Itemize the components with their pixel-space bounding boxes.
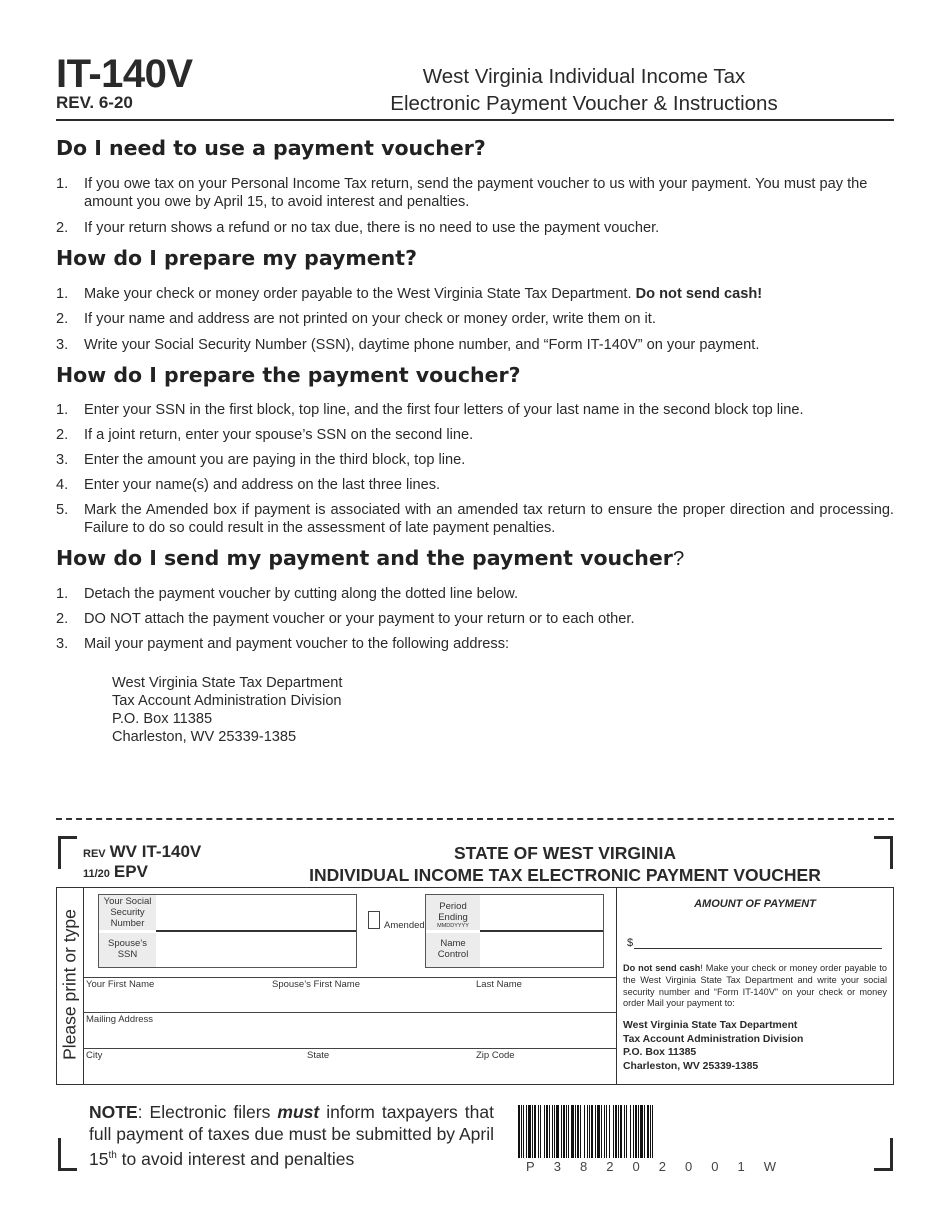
zip-label: Zip Code <box>476 1050 515 1061</box>
voucher-epv <box>83 862 148 882</box>
barcode-digit: 0 <box>711 1159 719 1174</box>
note-text: : Electronic filers <box>137 1102 278 1122</box>
note-sup: th <box>108 1150 117 1161</box>
section-heading: How do I prepare the payment voucher? <box>56 363 521 387</box>
address-line: Tax Account Administration Division <box>112 693 342 709</box>
item-text-plain: Make your check or money order payable to the West Virginia State Tax Department. <box>84 286 636 302</box>
list-item <box>56 175 894 211</box>
rev-label: REV <box>83 848 106 860</box>
barcode-number <box>526 1159 776 1174</box>
item-number: 1. <box>56 286 69 302</box>
voucher-address-line: Charleston, WV 25339-1385 <box>623 1060 759 1072</box>
spouse-ssn-label <box>99 938 156 960</box>
form-revision: REV. 6-20 <box>56 93 133 112</box>
list-item <box>56 451 894 469</box>
item-number: 3. <box>56 452 69 468</box>
list-item <box>56 285 894 303</box>
barcode-digit: 0 <box>684 1159 693 1174</box>
name-control-label <box>426 938 480 960</box>
item-text: If your return shows a refund or no tax due, there is no need to use the payment voucher. <box>84 220 660 236</box>
header-rule <box>56 119 894 121</box>
item-text: Enter your SSN in the first block, top line, and the first four letters of your last name in the second block top line. <box>84 402 804 418</box>
period-label-line: Period <box>439 901 467 912</box>
item-number: 1. <box>56 586 69 602</box>
voucher-form-id <box>83 842 201 862</box>
last-name-label: Last Name <box>476 979 522 990</box>
item-text: Enter the amount you are paying in the third block, top line. <box>84 452 466 468</box>
list-item <box>56 585 894 603</box>
item-text <box>84 285 894 303</box>
corner-mark <box>874 1138 893 1171</box>
item-text: Mail your payment and payment voucher to the following address: <box>84 636 510 652</box>
form-id: IT-140V <box>56 52 193 96</box>
voucher-title-line-1: STATE OF WEST VIRGINIA <box>454 843 676 863</box>
voucher-address-line: P.O. Box 11385 <box>623 1047 697 1058</box>
list-item <box>56 426 894 444</box>
item-text: Write your Social Security Number (SSN), daytime phone number, and “Form IT-140V” on your payment. <box>84 337 760 353</box>
note-text: inform taxpayers that full payment of taxes due must be submitted by April 15 <box>89 1102 494 1169</box>
ssn-label-line: Security <box>110 907 145 918</box>
spouse-ssn-field[interactable] <box>156 933 356 967</box>
barcode-digit: 2 <box>606 1159 614 1174</box>
name-row-rule <box>84 977 616 978</box>
period-ending-field[interactable] <box>480 895 603 930</box>
ssn-label-line: Number <box>110 918 145 929</box>
ssn-line <box>156 930 356 932</box>
cash-bold: Do not send cash <box>623 963 701 973</box>
list-item <box>56 219 894 237</box>
heading-text: How do I send my payment and the payment voucher <box>56 546 673 570</box>
item-number: 1. <box>56 402 69 418</box>
item-number: 4. <box>56 477 69 493</box>
corner-mark <box>874 836 893 869</box>
item-number: 2. <box>56 220 69 236</box>
barcode-digit: P <box>526 1159 535 1174</box>
barcode-digit: 8 <box>579 1159 588 1174</box>
amended-label: Amended <box>384 920 425 931</box>
cash-text: ! Make your check or money order payable to the West Virginia State Tax Department and write your social security number and “Form IT-140V” on your check or money order Mail your payment to: <box>623 963 888 1009</box>
cash-instructions <box>623 963 887 1010</box>
spouse-ssn-label-line: Spouse’s <box>108 938 147 949</box>
address-line: P.O. Box 11385 <box>112 711 213 727</box>
barcode-digit: W <box>763 1159 776 1174</box>
section-heading <box>56 546 684 571</box>
item-text: Mark the Amended box if payment is associated with an amended tax return to ensure the proper direction and processing. Failure to do so could result in the assessment of late payment penalties. <box>84 502 894 536</box>
title-line-1: West Virginia Individual Income Tax <box>422 65 746 88</box>
name-control-label-line: Control <box>437 949 469 960</box>
item-text: If your name and address are not printed on your check or money order, write them on it. <box>84 311 656 327</box>
mailing-address-field[interactable] <box>84 1026 616 1046</box>
name-control-label-line: Name <box>440 938 466 949</box>
item-text: If a joint return, enter your spouse’s SSN on the second line. <box>84 427 474 443</box>
list-item <box>56 476 894 494</box>
note-must: must <box>277 1102 320 1122</box>
item-number: 3. <box>56 337 69 353</box>
state-label: State <box>307 1050 330 1061</box>
list-item <box>56 610 894 628</box>
list-item <box>56 635 894 653</box>
city-label: City <box>86 1050 103 1061</box>
list-item <box>56 336 894 354</box>
dollar-sign: $ <box>627 937 634 949</box>
mailing-address-label: Mailing Address <box>86 1014 154 1025</box>
spouse-first-name-label: Spouse’s First Name <box>272 979 360 990</box>
heading-suffix: ? <box>672 547 685 570</box>
name-control-field[interactable] <box>480 933 603 967</box>
city-row-rule <box>84 1048 616 1049</box>
item-number: 3. <box>56 636 69 652</box>
amended-checkbox[interactable] <box>368 911 380 929</box>
amount-field[interactable] <box>634 933 882 949</box>
period-line <box>480 930 603 932</box>
barcode-digit: 1 <box>737 1159 745 1174</box>
title-line-2: Electronic Payment Voucher & Instructions <box>390 92 778 115</box>
rev-date: 11/20 <box>83 868 110 880</box>
list-item <box>56 401 894 419</box>
item-text: DO NOT attach the payment voucher or your payment to your return or to each other. <box>84 611 635 627</box>
ssn-label-line: Your Social <box>103 896 152 907</box>
address-line: West Virginia State Tax Department <box>112 675 343 691</box>
section-heading: How do I prepare my payment? <box>56 246 417 270</box>
list-item <box>56 310 894 328</box>
note <box>89 1101 494 1170</box>
first-name-label: Your First Name <box>86 979 155 990</box>
barcode <box>518 1105 785 1158</box>
barcode-digit: 0 <box>632 1159 640 1174</box>
epv-label: EPV <box>113 862 148 881</box>
corner-mark <box>58 1138 77 1171</box>
voucher-title <box>270 842 860 886</box>
cut-line <box>56 818 894 820</box>
voucher-form-number: WV IT-140V <box>109 842 202 861</box>
note-label: NOTE <box>89 1102 138 1122</box>
period-format: MMDDYYYY <box>437 923 469 929</box>
ssn-label <box>99 896 156 929</box>
note-text: to avoid interest and penalties <box>116 1148 355 1169</box>
item-text: Enter your name(s) and address on the last three lines. <box>84 477 441 493</box>
ssn-field[interactable] <box>156 895 356 930</box>
voucher-address-line: Tax Account Administration Division <box>623 1033 804 1045</box>
corner-mark <box>58 836 77 869</box>
mailing-address <box>112 674 342 746</box>
side-label <box>57 888 84 1084</box>
item-number: 2. <box>56 611 69 627</box>
item-number: 2. <box>56 427 69 443</box>
item-text: If you owe tax on your Personal Income Tax return, send the payment voucher to us with your payment. You must pay the amount you owe by April 15, to avoid interest and penalties. <box>84 176 868 210</box>
section-heading: Do I need to use a payment voucher? <box>56 136 486 160</box>
city-state-zip-field[interactable] <box>84 1062 616 1082</box>
barcode-bar <box>653 1105 655 1158</box>
address-line: Charleston, WV 25339-1385 <box>112 729 297 745</box>
list-item <box>56 501 894 537</box>
spouse-ssn-label-line: SSN <box>117 949 138 960</box>
voucher-title-line-2: INDIVIDUAL INCOME TAX ELECTRONIC PAYMENT VOUCHER <box>309 865 821 885</box>
barcode-digit: 3 <box>553 1159 561 1174</box>
item-number: 2. <box>56 311 69 327</box>
barcode-digit: 2 <box>658 1159 666 1174</box>
item-text: Detach the payment voucher by cutting along the dotted line below. <box>84 586 519 602</box>
document-title <box>324 63 844 117</box>
item-text-bold: Do not send cash! <box>635 286 763 302</box>
period-label <box>426 901 480 929</box>
voucher-address-line: West Virginia State Tax Department <box>623 1020 798 1031</box>
name-field[interactable] <box>84 990 616 1010</box>
item-number: 5. <box>56 502 69 518</box>
address-row-rule <box>84 1012 616 1013</box>
period-label-line: Ending <box>438 912 468 923</box>
side-label-text: Please print or type <box>59 909 80 1060</box>
voucher-address <box>623 1019 803 1073</box>
amount-heading: AMOUNT OF PAYMENT <box>694 898 816 910</box>
item-number: 1. <box>56 176 69 192</box>
